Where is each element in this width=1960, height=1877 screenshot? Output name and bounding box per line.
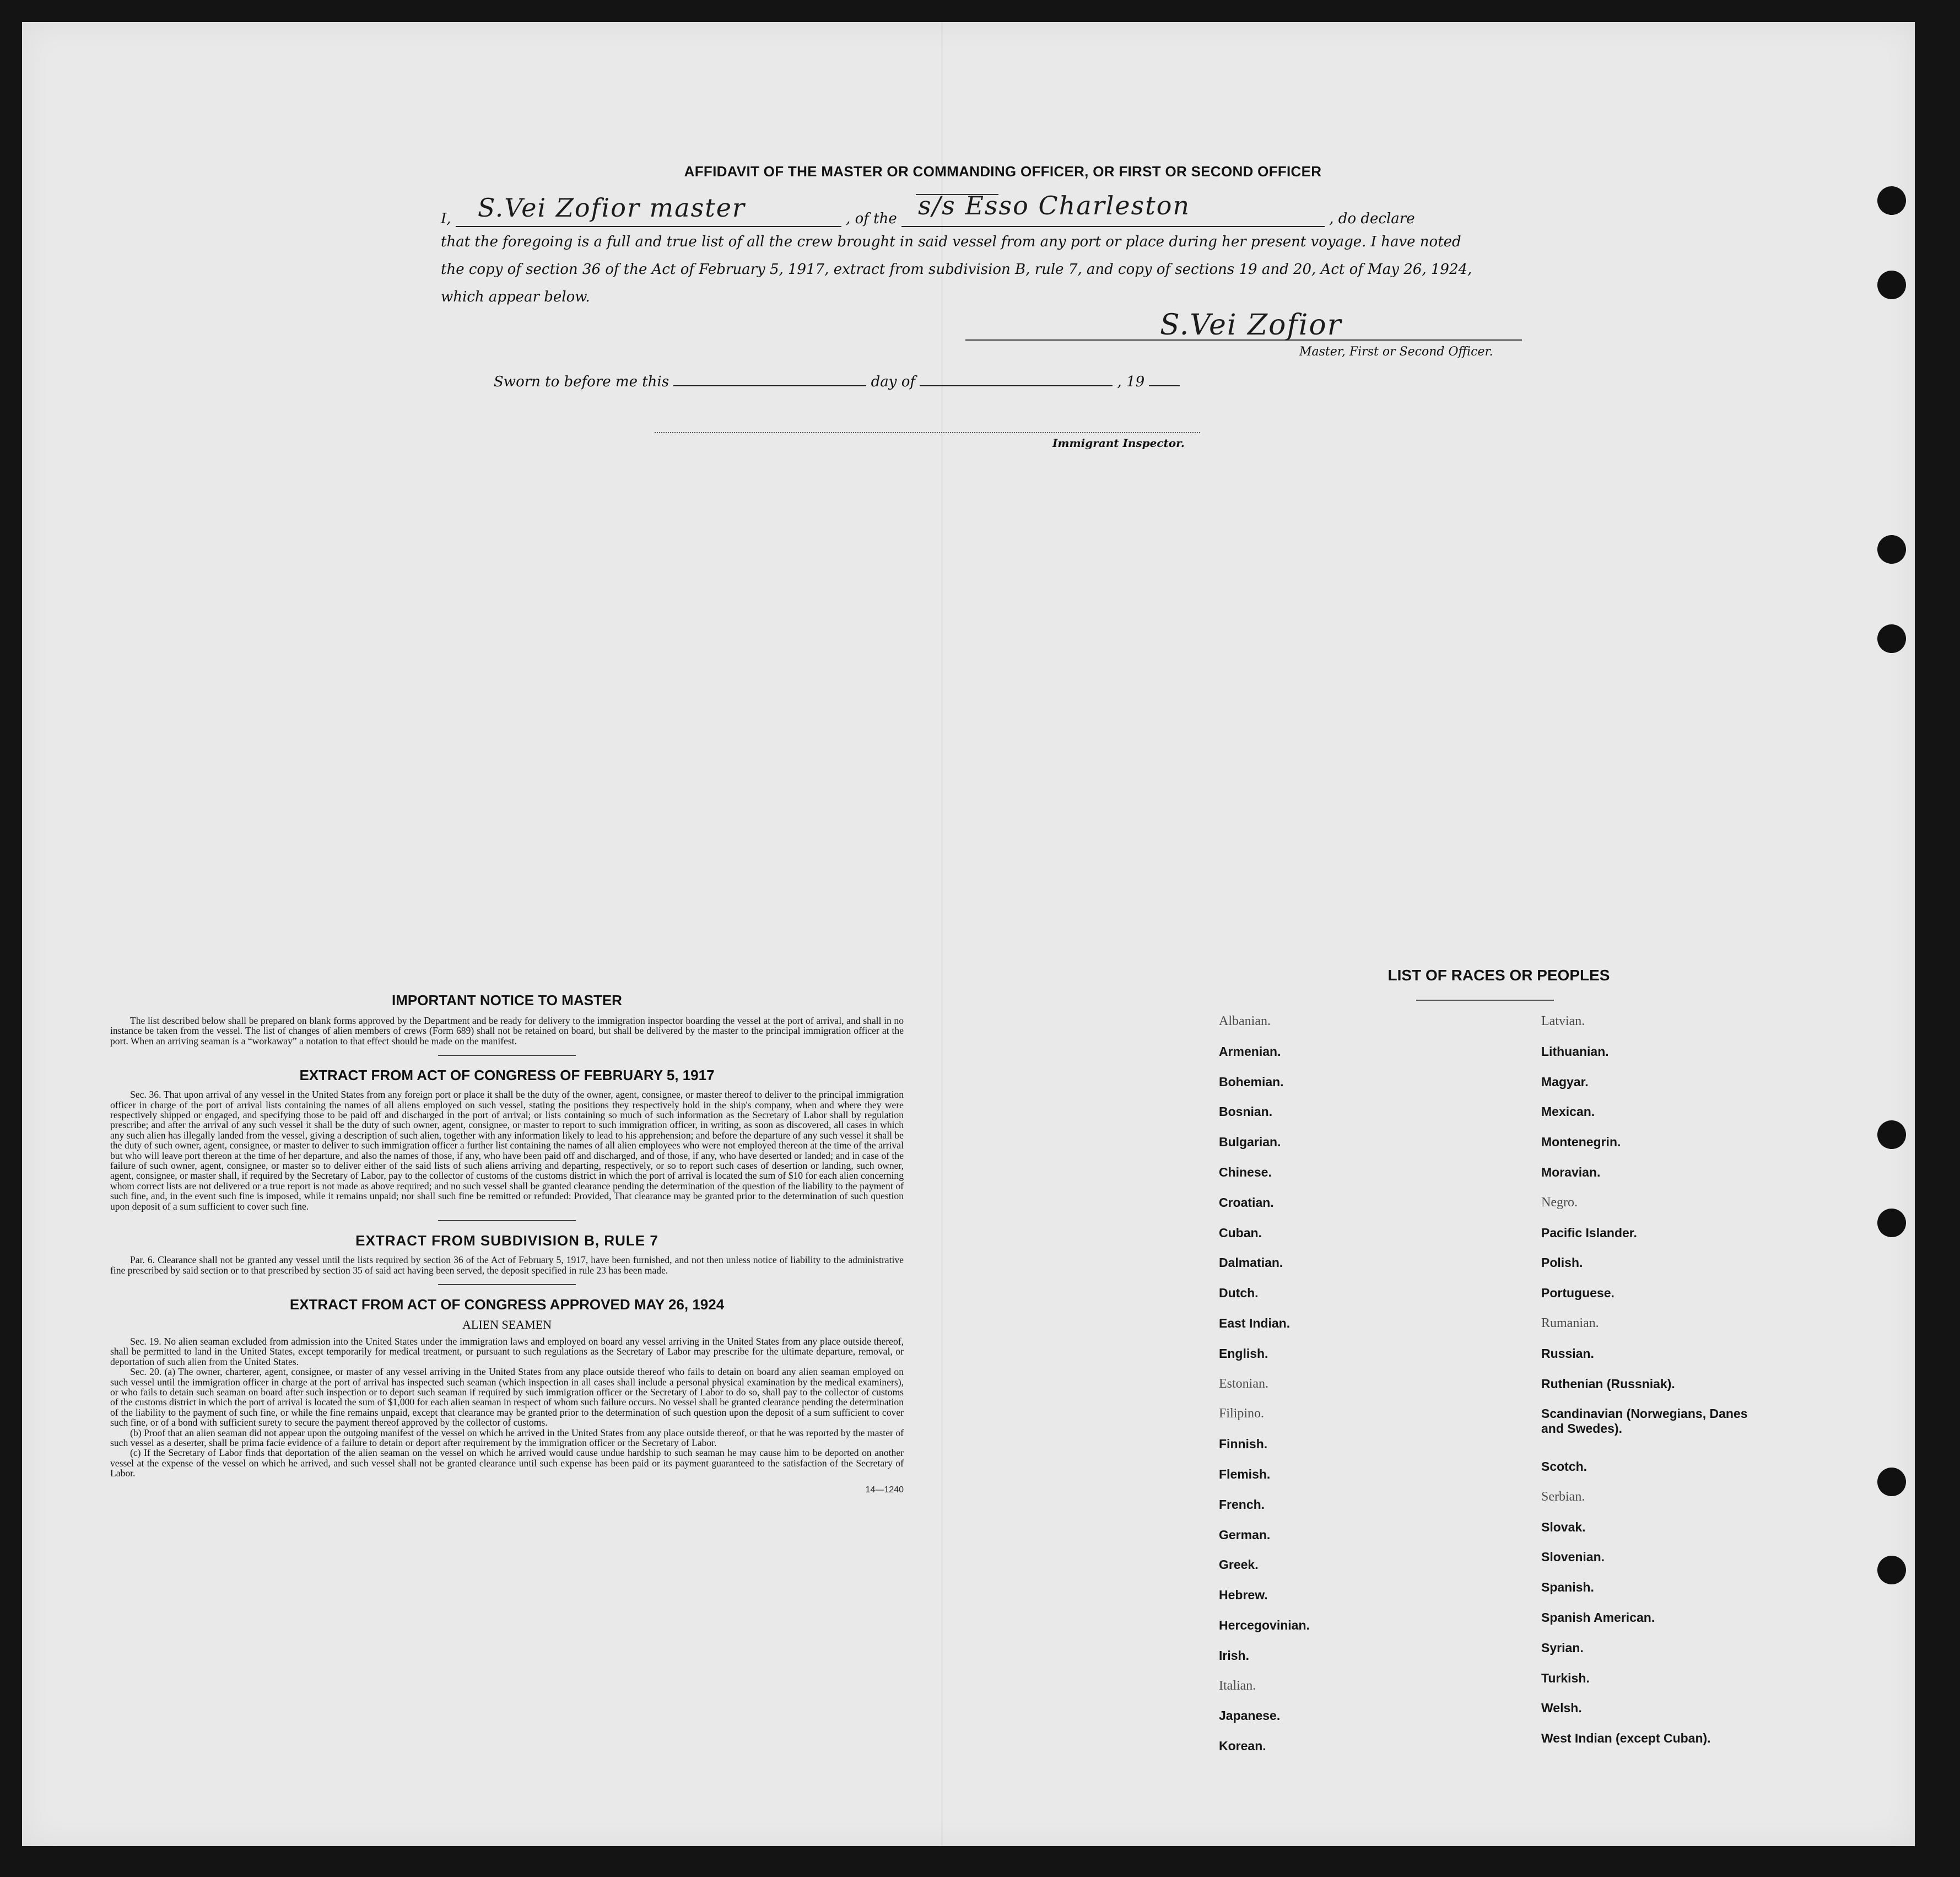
extract-1924-subtitle: ALIEN SEAMEN <box>462 1317 552 1331</box>
race-item: Armenian. <box>1219 1044 1281 1059</box>
section-divider <box>438 1220 576 1221</box>
race-item: Greek. <box>1219 1557 1259 1572</box>
affidavit-declaration-line <box>441 191 1532 227</box>
punch-hole <box>1877 186 1906 215</box>
race-item: Russian. <box>1541 1346 1594 1361</box>
race-item: Ruthenian (Russniak). <box>1541 1376 1675 1391</box>
form-number: 14—1240 <box>865 1485 904 1495</box>
race-item: Negro. <box>1541 1195 1578 1210</box>
race-item: Slovak. <box>1541 1519 1586 1534</box>
day-of-label: day of <box>871 374 915 390</box>
race-item: Moravian. <box>1541 1165 1601 1179</box>
document-page <box>22 22 1915 1846</box>
extract-1924-title: EXTRACT FROM ACT OF CONGRESS APPROVED MAY 26, 1924 <box>289 1296 725 1313</box>
punch-hole <box>1877 624 1906 653</box>
officer-name-handwritten: S.Vei Zofior master <box>477 193 746 223</box>
race-item: Polish. <box>1541 1255 1583 1270</box>
race-item: Portuguese. <box>1541 1286 1615 1301</box>
race-item: Mexican. <box>1541 1104 1595 1119</box>
race-item: Lithuanian. <box>1541 1044 1609 1059</box>
notice-title: IMPORTANT NOTICE TO MASTER <box>392 992 622 1008</box>
race-item: Estonian. <box>1219 1376 1268 1391</box>
race-item: Cuban. <box>1219 1225 1262 1240</box>
extract-rule7-text: Par. 6. Clearance shall not be granted any vessel until the lists required by section 36 of the Act of February 5, 1917, have been furnished, and not then unless notice of liability to the administrative fine prescribed by said section or to that prescribed by section 35 of said act having been served, the deposit specified in rule 23 has been made. <box>110 1254 904 1276</box>
year-label: , 19 <box>1117 374 1145 390</box>
race-item: Spanish. <box>1541 1580 1594 1595</box>
vessel-name-handwritten: s/s Esso Charleston <box>918 191 1191 220</box>
race-item: Slovenian. <box>1541 1550 1605 1565</box>
race-item: Bulgarian. <box>1219 1135 1281 1150</box>
vessel-name-field <box>901 191 1325 227</box>
punch-hole <box>1877 1120 1906 1149</box>
extract-1924-sec20b: (b) Proof that an alien seaman did not appear upon the outgoing manifest of the vessel on which he arrived in the United States from any place outside thereof, or that he was reported by the master of such vessel as a deserter, shall be prima facie evidence of a failure to detain or deport after requirement by the immigration officer or the Secretary of Labor. <box>110 1427 904 1448</box>
punch-hole <box>1877 271 1906 299</box>
race-item: Korean. <box>1219 1739 1266 1754</box>
race-item: Dutch. <box>1219 1286 1259 1301</box>
race-item: Spanish American. <box>1541 1610 1655 1625</box>
race-item: Flemish. <box>1219 1467 1271 1481</box>
race-item: Magyar. <box>1541 1074 1589 1089</box>
race-item: East Indian. <box>1219 1316 1291 1330</box>
do-declare-label: , do declare <box>1329 211 1415 227</box>
race-item: Syrian. <box>1541 1640 1584 1655</box>
sworn-day-field <box>673 385 866 386</box>
sworn-year-field <box>1149 385 1180 386</box>
race-item: Bosnian. <box>1219 1104 1273 1119</box>
affidavit-line-4: which appear below. <box>441 289 590 305</box>
of-the-label: , of the <box>846 211 897 227</box>
races-title: LIST OF RACES OR PEOPLES <box>1387 967 1610 984</box>
race-item: French. <box>1219 1497 1265 1512</box>
races-title-divider <box>1416 1000 1554 1001</box>
race-item: Hercegovinian. <box>1219 1618 1310 1632</box>
punch-hole <box>1877 1209 1906 1237</box>
race-item: Finnish. <box>1219 1437 1268 1452</box>
affidavit-line-3: the copy of section 36 of the Act of February 5, 1917, extract from subdivision B, rule 7, and copy of sections 19 and 20, Act of May 26, 1924, <box>441 261 1472 278</box>
race-item: Albanian. <box>1219 1014 1271 1028</box>
race-item: English. <box>1219 1346 1268 1361</box>
officer-name-field <box>456 193 841 227</box>
race-item: Chinese. <box>1219 1165 1272 1179</box>
race-item: Dalmatian. <box>1219 1255 1283 1270</box>
master-signature: S.Vei Zofior <box>1160 309 1342 342</box>
extract-1917-title: EXTRACT FROM ACT OF CONGRESS OF FEBRUARY 5, 1917 <box>299 1067 715 1084</box>
race-item: German. <box>1219 1527 1271 1542</box>
race-item: Scandinavian (Norwegians, Danes and Swedes). <box>1541 1406 1748 1436</box>
affidavit-title: AFFIDAVIT OF THE MASTER OR COMMANDING OFFICER, OR FIRST OR SECOND OFFICER <box>684 163 1322 180</box>
signature-caption: Master, First or Second Officer. <box>1299 345 1493 359</box>
race-item: Serbian. <box>1541 1489 1585 1504</box>
extract-1917-text: Sec. 36. That upon arrival of any vessel in the United States from any foreign port or place it shall be the duty of the owner, agent, consignee, or master thereof to deliver to the principal immigration officer in charge of the port of arrival lists containing the names of all aliens employed on such vessel, stating the positions they respectively hold in the ship's company, when and where they were respectively shipped or engaged, and specifying those to be paid off and discharged in the port of arrival; or lists containing so much of such information as the Secretary of Labor shall by regulation prescribe; and after the arrival of any such vessel it shall be the duty of such owner, agent, consignee, or master to report to such immigration officer, in writing, as soon as discovered, all cases in which any such alien has illegally landed from the vessel, giving a description of such alien, together with any information likely to lead to his apprehension; and before the departure of any such vessel it shall be the duty of such owner, agent, consignee, or master to deliver to such immigration officer a further list containing the names of all alien employees who were not employed thereon at the time of the arrival but who will leave port thereon at the time of her departure, and also the names of those, if any, who have been paid off and discharged, and of those, if any, who have deserted or landed; and in case of the failure of such owner, agent, consignee, or master so to deliver either of the said lists of such aliens arriving and departing, respectively, or so to report such cases of desertion or landing, such owner, agent, consignee, or master shall, if required by the Secretary of Labor, pay to the collector of customs of the customs district in which the port of arrival is located the sum of $10 for each alien concerning whom correct lists are not delivered or a true report is not made as above required; and no such vessel shall be granted clearance pending the determination of the question of the liability to the payment of such fine, and, in the event such fine is imposed, while it remains unpaid; nor shall such fine be remitted or refunded: Provided, That clearance may be granted prior to the determination of such question upon deposit of a sum sufficient to cover such fine. <box>110 1089 904 1212</box>
race-item: Filipino. <box>1219 1406 1265 1421</box>
punch-hole <box>1877 1468 1906 1496</box>
race-item: West Indian (except Cuban). <box>1541 1731 1711 1746</box>
race-item: Croatian. <box>1219 1195 1274 1210</box>
extract-1924-sec19: Sec. 19. No alien seaman excluded from admission into the United States under the immigration laws and employed on board any vessel arriving in the United States from any place outside thereof, shall be permitted to land in the United States, except temporarily for medical treatment, or pursuant to such regulations as the Secretary of Labor may prescribe for the ultimate departure, removal, or deportation of such alien from the United States. <box>110 1335 904 1367</box>
race-item: Hebrew. <box>1219 1588 1268 1603</box>
sworn-month-field <box>920 385 1113 386</box>
i-label: I, <box>441 211 451 227</box>
race-item: Irish. <box>1219 1648 1249 1663</box>
extract-1924-sec20a: Sec. 20. (a) The owner, charterer, agent, consignee, or master of any vessel arriving in the United States from any place outside thereof who fails to detain on board any alien seaman employed on such vessel until the immigration officer in charge at the port of arrival has inspected such seaman (which inspection in all cases shall include a personal physical examination by the medical examiners), or who fails to detain such seaman on board after such inspection or to deport such seaman if required by such immigration officer or the Secretary of Labor to do so, shall pay to the collector of customs of the customs district in which the port of arrival is located the sum of $1,000 for each alien seaman in respect of whom such failure occurs. No vessel shall be granted clearance pending the determination of the liability to the payment of such fine, or while the fine remains unpaid, except that clearance may be granted prior to the determination of such question upon the deposit of a sum sufficient to cover such fine, or of a bond with sufficient surety to secure the payment thereof approved by the collector of customs. <box>110 1366 904 1428</box>
races-list-left <box>1219 1014 1494 1786</box>
notice-text: The list described below shall be prepared on blank forms approved by the Department and be ready for delivery to the immigration inspector boarding the vessel at the port of arrival, and shall in no instance be taken from the vessel. The list of changes of alien members of crews (Form 689) shall not be retained on board, but shall be delivered by the master to the principal immigration officer at the port. When an arriving seaman is a “workaway” a notation to that effect should be made on the manifest. <box>110 1015 904 1047</box>
races-list-right <box>1541 1014 1850 1786</box>
section-divider <box>438 1284 576 1285</box>
extract-1924-sec20c: (c) If the Secretary of Labor finds that deportation of the alien seaman on the vessel on which he arrived would cause undue hardship to such seaman he may cause him to be deported on another vessel at the expense of the vessel on which he arrived, and such vessel shall not be granted clearance until such expense has been paid or its payment guaranteed to the satisfaction of the Secretary of Labor. <box>110 1447 904 1479</box>
inspector-signature-line <box>655 432 1200 433</box>
affidavit-line-2: that the foregoing is a full and true list of all the crew brought in said vessel from any port or place during her present voyage. I have noted <box>441 234 1461 250</box>
extract-rule7-title: EXTRACT FROM SUBDIVISION B, RULE 7 <box>355 1232 658 1249</box>
race-item: Japanese. <box>1219 1708 1281 1723</box>
punch-hole <box>1877 1556 1906 1584</box>
punch-hole <box>1877 535 1906 564</box>
notices-column <box>110 992 904 1495</box>
inspector-caption: Immigrant Inspector. <box>1052 436 1185 450</box>
sworn-line <box>494 374 1585 390</box>
section-divider <box>438 1055 576 1056</box>
race-item: Bohemian. <box>1219 1074 1284 1089</box>
race-item: Turkish. <box>1541 1670 1590 1685</box>
race-item: Italian. <box>1219 1678 1256 1693</box>
race-item: Pacific Islander. <box>1541 1225 1637 1240</box>
race-item: Rumanian. <box>1541 1316 1599 1330</box>
race-item: Scotch. <box>1541 1459 1588 1474</box>
sworn-label: Sworn to before me this <box>494 374 669 390</box>
race-item: Welsh. <box>1541 1701 1582 1716</box>
race-item: Montenegrin. <box>1541 1135 1621 1150</box>
race-item: Latvian. <box>1541 1014 1585 1028</box>
